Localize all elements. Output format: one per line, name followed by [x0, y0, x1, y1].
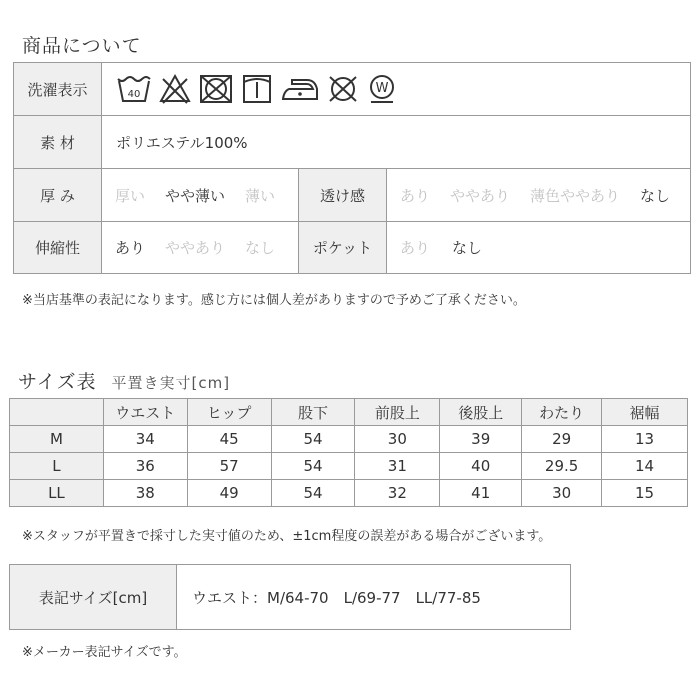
stretch-row	[14, 221, 690, 273]
pocket-label: ポケット	[298, 222, 387, 273]
col-header-waist: ウエスト	[103, 399, 187, 426]
table-cell: 30	[355, 426, 440, 453]
table-cell: 14	[602, 453, 688, 480]
transparency-option-yes: あり	[400, 186, 431, 205]
col-header-thigh: わたり	[522, 399, 602, 426]
transparency-option-slight: ややあり	[450, 186, 511, 205]
table-cell: 54	[271, 453, 355, 480]
pocket-options	[400, 222, 502, 273]
table-cell: 32	[355, 480, 440, 507]
thickness-options	[115, 169, 295, 221]
size-table-corner	[10, 399, 104, 426]
no-tumble-dry-icon	[198, 73, 234, 105]
col-header-hem-width: 裾幅	[602, 399, 688, 426]
col-header-hip: ヒップ	[187, 399, 271, 426]
transparency-options	[400, 169, 670, 221]
col-header-inseam: 股下	[271, 399, 355, 426]
table-cell: 54	[271, 426, 355, 453]
table-row	[10, 453, 688, 480]
stretch-option-yes: あり	[115, 239, 146, 257]
table-cell: 57	[187, 453, 271, 480]
wash-temp-label: 40	[127, 89, 141, 100]
wash-label: 洗濯表示	[14, 63, 102, 115]
size-table-note: ※スタッフが平置きで採寸した実寸値のため、±1cm程度の誤差がある場合がございます。	[22, 529, 552, 544]
table-cell: 54	[271, 480, 355, 507]
thickness-option-thin: 薄い	[245, 186, 276, 205]
stretch-option-slight: ややあり	[165, 239, 226, 257]
wet-clean-icon	[366, 73, 398, 105]
label-size-value: ウエスト：M/64-70 L/69-77 LL/77-85	[192, 588, 481, 607]
thickness-label: 厚 み	[14, 169, 102, 221]
thickness-option-slightly-thin: やや薄い	[165, 186, 226, 205]
product-info-heading: 商品について	[22, 35, 142, 57]
label-size-note: ※メーカー表記サイズです。	[22, 645, 187, 660]
transparency-option-light-color-slight: 薄色ややあり	[530, 186, 621, 205]
no-dry-clean-icon	[326, 73, 360, 105]
material-value: ポリエステル100%	[116, 133, 248, 152]
table-cell: 49	[187, 480, 271, 507]
label-size-label: 表記サイズ[cm]	[10, 565, 177, 629]
thickness-option-thick: 厚い	[115, 186, 146, 205]
table-cell: 40	[440, 453, 522, 480]
wash-icons	[102, 63, 398, 115]
pocket-option-none: なし	[452, 239, 483, 257]
table-cell: 13	[602, 426, 688, 453]
material-row	[14, 115, 690, 168]
stretch-options	[115, 222, 295, 273]
col-header-back-rise: 後股上	[440, 399, 522, 426]
row-header-ll: LL	[10, 480, 104, 507]
size-table-heading	[18, 367, 230, 394]
material-label: 素 材	[14, 116, 102, 168]
table-cell: 36	[103, 453, 187, 480]
product-info-note: ※当店基準の表記になります。感じ方には個人差がありますので予めご了承ください。	[22, 293, 526, 308]
table-cell: 15	[602, 480, 688, 507]
table-cell: 29	[522, 426, 602, 453]
stretch-option-none: なし	[245, 239, 276, 257]
table-cell: 30	[522, 480, 602, 507]
stretch-label: 伸縮性	[14, 222, 102, 273]
line-dry-icon	[240, 73, 274, 105]
size-table-title: サイズ表	[18, 371, 97, 393]
table-cell: 38	[103, 480, 187, 507]
table-row	[10, 426, 688, 453]
table-cell: 39	[440, 426, 522, 453]
size-table-header-row	[10, 399, 688, 426]
table-cell: 45	[187, 426, 271, 453]
size-table-subtitle: 平置き実寸[cm]	[111, 374, 231, 392]
label-size-box	[9, 564, 571, 630]
row-header-l: L	[10, 453, 104, 480]
row-header-m: M	[10, 426, 104, 453]
table-cell: 31	[355, 453, 440, 480]
pocket-option-yes: あり	[400, 239, 431, 257]
transparency-label: 透け感	[298, 169, 387, 221]
size-table	[9, 398, 688, 507]
col-header-front-rise: 前股上	[355, 399, 440, 426]
thickness-row	[14, 168, 690, 221]
table-row	[10, 480, 688, 507]
iron-low-icon	[280, 73, 320, 105]
transparency-option-none: なし	[640, 186, 671, 205]
wet-clean-label: W	[375, 81, 389, 96]
wash-row	[14, 63, 690, 115]
no-bleach-icon	[158, 73, 192, 105]
wash-tub-40-icon	[116, 73, 152, 105]
table-cell: 34	[103, 426, 187, 453]
table-cell: 29.5	[522, 453, 602, 480]
table-cell: 41	[440, 480, 522, 507]
product-info-table	[13, 62, 691, 274]
